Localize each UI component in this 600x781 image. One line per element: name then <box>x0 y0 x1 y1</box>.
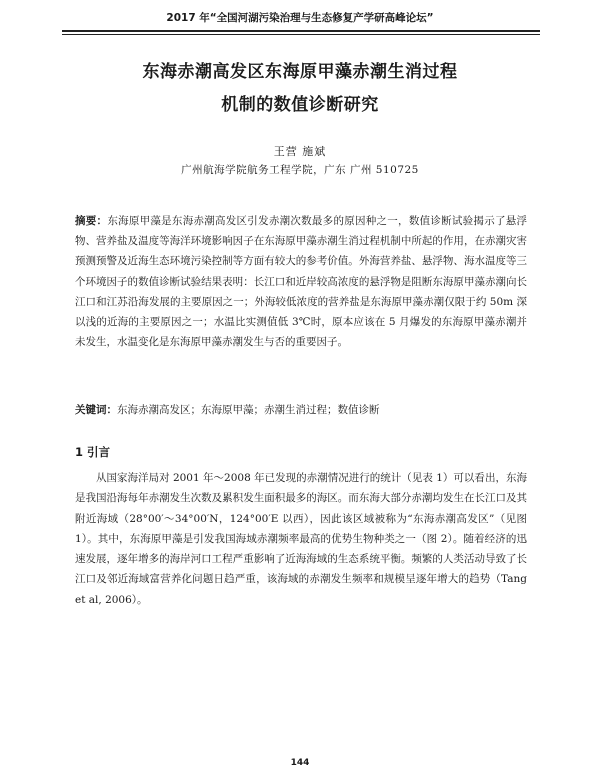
abstract-label: 摘要： <box>75 215 108 227</box>
abstract-text: 东海原甲藻是东海赤潮高发区引发赤潮次数最多的原因种之一，数值诊断试验揭示了悬浮物、营养盐及温度等海洋环境影响因子在东海原甲藻赤潮生消过程机制中所起的作用，在赤潮灾害预测预警及近海生态环境污染控制等方面有较大的参考价值。外海营养盐、悬浮物、海水温度等三个环境因子的数值诊断试验结果表明：长江口和近岸较高浓度的悬浮物是阻断东海原甲藻赤潮向长江口和江苏沿海发展的主要原因之一；外海较低浓度的营养盐是东海原甲藻赤潮仅限于约 50m 深以浅的近海的主要原因之一；水温比实测值低 3℃时，原本应该在 5 月爆发的东海原甲藻赤潮并未发生，水温变化是东海原甲藻赤潮发生与否的重要因子。 <box>75 215 528 349</box>
abstract <box>75 211 527 352</box>
header-rule-thick <box>62 30 540 32</box>
page-number: 144 <box>290 758 310 768</box>
keywords-text: 东海赤潮高发区；东海原甲藻；赤潮生消过程；数值诊断 <box>117 404 380 416</box>
paper-title-line-1: 东海赤潮高发区东海原甲藻赤潮生消过程 <box>142 62 458 82</box>
header-rule-thin <box>62 34 540 35</box>
running-header: 2017 年“全国河湖污染治理与生态修复产学研高峰论坛” <box>166 12 434 24</box>
affiliation: 广州航海学院航务工程学院，广东 广州 510725 <box>181 164 419 176</box>
paper-title-line-2: 机制的数值诊断研究 <box>221 95 379 115</box>
authors: 王营 施斌 <box>273 145 327 158</box>
keywords-label: 关键词： <box>75 404 117 416</box>
keywords <box>75 400 527 420</box>
introduction-paragraph: 从国家海洋局对 2001 年～2008 年已发现的赤潮情况进行的统计（见表 1）可以看出，东海是我国沿海每年赤潮发生次数及累积发生面积最多的海区。而东海大部分赤潮均发生在长江口及其附近海域（28°00′～34°00′N，124°00′E 以西），因此该区域被称为“东海赤潮高发区”（见图 1）。其中，东海原甲藻是引发我国海域赤潮频率最高的优势生物种类之一（图 2）。随着经济的迅速发展，逐年增多的海岸河口工程严重影响了近海海域的生态系统平衡。频繁的人类活动导致了长江口及邻近海域富营养化问题日趋严重，该海域的赤潮发生频率和规模呈逐年增大的趋势（Tang et al, 2006）。 <box>75 472 527 606</box>
section-heading-introduction: 1 引言 <box>75 445 111 459</box>
